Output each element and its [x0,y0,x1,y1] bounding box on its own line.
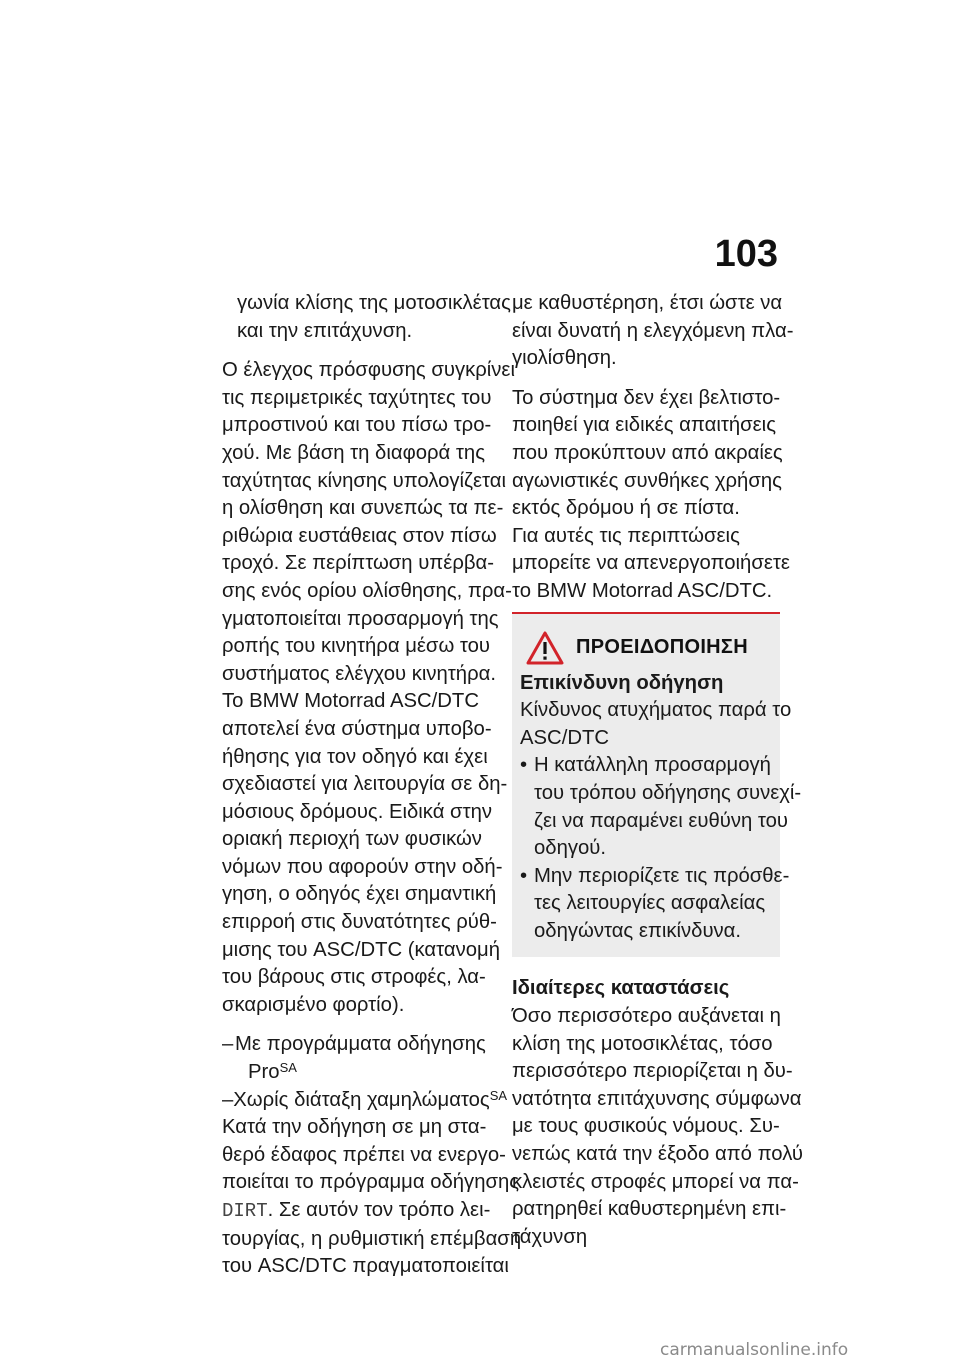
list-item [520,863,790,946]
text-line: γωνία κλίσης της μοτοσικλέτας [237,292,511,314]
text-line: οριακή περιοχή των φυσικών [222,828,482,851]
warning-triangle-icon [526,631,564,665]
text-line: ρατηρηθεί καθυστερημένη επι- [512,1198,787,1221]
text-line: τουργίας, η ρυθμιστική επέμβαση [222,1227,522,1250]
text-line: Κίνδυνος ατυχήματος παρά το [520,699,792,722]
text-line: με τους φυσικούς νόμους. Συ- [512,1115,780,1138]
text-line: ASC/DTC [520,726,610,749]
text-line: αποτελεί ένα σύστημα υποβο- [222,717,492,740]
special-situations-paragraph [512,1003,803,1251]
text-line: και την επιτάχυνση. [237,319,413,342]
text-line: γιολίσθηση. [512,347,617,370]
text-line: του τρόπου οδήγησης συνεχί- [534,781,802,804]
text-line: μόσιους δρόμους. Ειδικά στην [222,800,493,823]
text-line: Το σύστημα δεν έχει βελτιστο- [512,386,781,409]
text-line: θερό έδαφος πρέπει να ενεργο- [222,1143,506,1166]
text-line: ζει να παραμένει ευθύνη του [534,809,789,832]
text-line: που προκύπτουν από ακραίες [512,441,783,464]
text-line: Ο έλεγχος πρόσφυσης συγκρίνει [222,359,515,382]
sa-marker: SA [279,1060,297,1076]
text-line: τάχυνση [512,1225,588,1248]
text-line: νεπώς κατά την έξοδο από πολύ [512,1143,803,1166]
sa-marker: SA [489,1087,508,1103]
text-line: ταχύτητας κίνησης υπολογίζεται [222,469,506,492]
text-line: αγωνιστικές συνθήκες χρήσης [512,469,782,492]
text-line: Με προγράμματα οδήγησης [235,1033,486,1056]
dirt-mode-paragraph [222,1114,522,1281]
text-line: ήθησης για τον οδηγό και έχει [222,745,488,768]
bullet-marker: • [520,864,528,887]
text-line: το BMW Motorrad ASC/DTC. [512,579,773,602]
text-line: Μην περιορίζετε τις πρόσθε- [534,864,790,887]
section-heading: Ιδιαίτερες καταστάσεις [512,977,730,1000]
traction-control-paragraph [222,357,515,1019]
text-line: του βάρους στις στροφές, λα- [222,966,486,989]
warning-box [512,614,802,958]
text-line: Χωρίς διάταξη χαμηλώματος [233,1088,490,1111]
text-line: Η κατάλληλη προσαρμογή [534,754,771,777]
text-line: μισης του ASC/DTC (κατανομή [222,938,500,961]
list-item [222,1031,492,1086]
text-line: οδηγώντας επικίνδυνα. [534,919,742,942]
text-line: συστήματος ελέγχου κινητήρα. [222,662,496,685]
dash-list [222,1031,508,1114]
watermark: carmanualsonline.info [660,1340,849,1360]
text-line: Pro [248,1061,280,1084]
text-line: τροχό. Σε περίπτωση υπέρβα- [222,552,495,575]
text-line: ποιηθεί για ειδικές απαιτήσεις [512,414,776,437]
text-line: του ASC/DTC πραγματοποιείται [222,1255,509,1278]
text-line: μπροστινού και του πίσω τρο- [222,414,492,437]
text-line: Το BMW Motorrad ASC/DTC [222,690,479,713]
system-limits-paragraph [512,385,790,606]
bullet-marker: • [520,754,528,777]
dash-marker: – [222,1088,234,1111]
text-line: . Σε αυτόν τον τρόπο λει- [267,1199,491,1221]
text-line: σης ενός ορίου ολίσθησης, πρα- [222,579,512,602]
left-intro-paragraph [222,290,511,345]
text-line: τις περιμετρικές ταχύτητες του [222,386,492,409]
text-line: ριθώρια ευστάθειας στον πίσω [222,524,497,547]
text-line: με καθυστέρηση, έτσι ώστε να [512,292,783,314]
left-column [222,290,522,1281]
text-line: Για αυτές τις περιπτώσεις [512,524,740,547]
text-line: ποιείται το πρόγραμμα οδήγησης [222,1171,520,1194]
text-line: νατότητα επιτάχυνσης σύμφωνα [512,1087,802,1110]
text-line: γματοποιείται προσαρμογή της [222,607,499,630]
text-line: επιρροή στις δυνατότητες ρύθ- [222,911,497,934]
right-intro-paragraph [512,290,794,373]
text-line: οδηγού. [534,837,606,860]
text-line: κλειστές στροφές μπορεί να πα- [512,1170,799,1193]
text-line: είναι δυνατή η ελεγχόμενη πλα- [512,319,794,342]
page-number: 103 [714,233,778,275]
dirt-mode-label: DIRT [222,1200,268,1222]
right-column [512,290,803,1251]
text-line: γηση, ο οδηγός έχει σημαντική [222,883,497,906]
text-line: Κατά την οδήγηση σε μη στα- [222,1116,487,1139]
text-line: ροπής του κινητήρα μέσω του [222,635,491,658]
text-line: κλίση της μοτοσικλέτας, τόσο [512,1032,773,1055]
text-line: σκαρισμένο φορτίο). [222,993,405,1016]
text-line: Όσο περισσότερο αυξάνεται η [512,1005,781,1028]
text-line: σχεδιαστεί για λειτουργία σε δη- [222,773,508,796]
list-item [222,1087,508,1115]
text-line: τες λειτουργίες ασφαλείας [534,892,766,915]
warning-title: ΠΡΟΕΙΔΟΠΟΙΗΣΗ [576,635,748,658]
text-line: νόμων που αφορούν στην οδή- [222,855,503,878]
text-line: εκτός δρόμου ή σε πίστα. [512,497,740,520]
text-line: χού. Με βάση τη διαφορά της [222,441,485,464]
text-line: περισσότερο περιορίζεται η δυ- [512,1060,793,1083]
text-line: η ολίσθηση και συνεπώς τα πε- [222,497,504,520]
warning-subtitle: Επικίνδυνη οδήγηση [520,671,724,694]
text-line: μπορείτε να απενεργοποιήσετε [512,552,790,575]
list-item [520,752,802,862]
warning-header [520,626,772,670]
dash-marker: – [222,1033,234,1056]
